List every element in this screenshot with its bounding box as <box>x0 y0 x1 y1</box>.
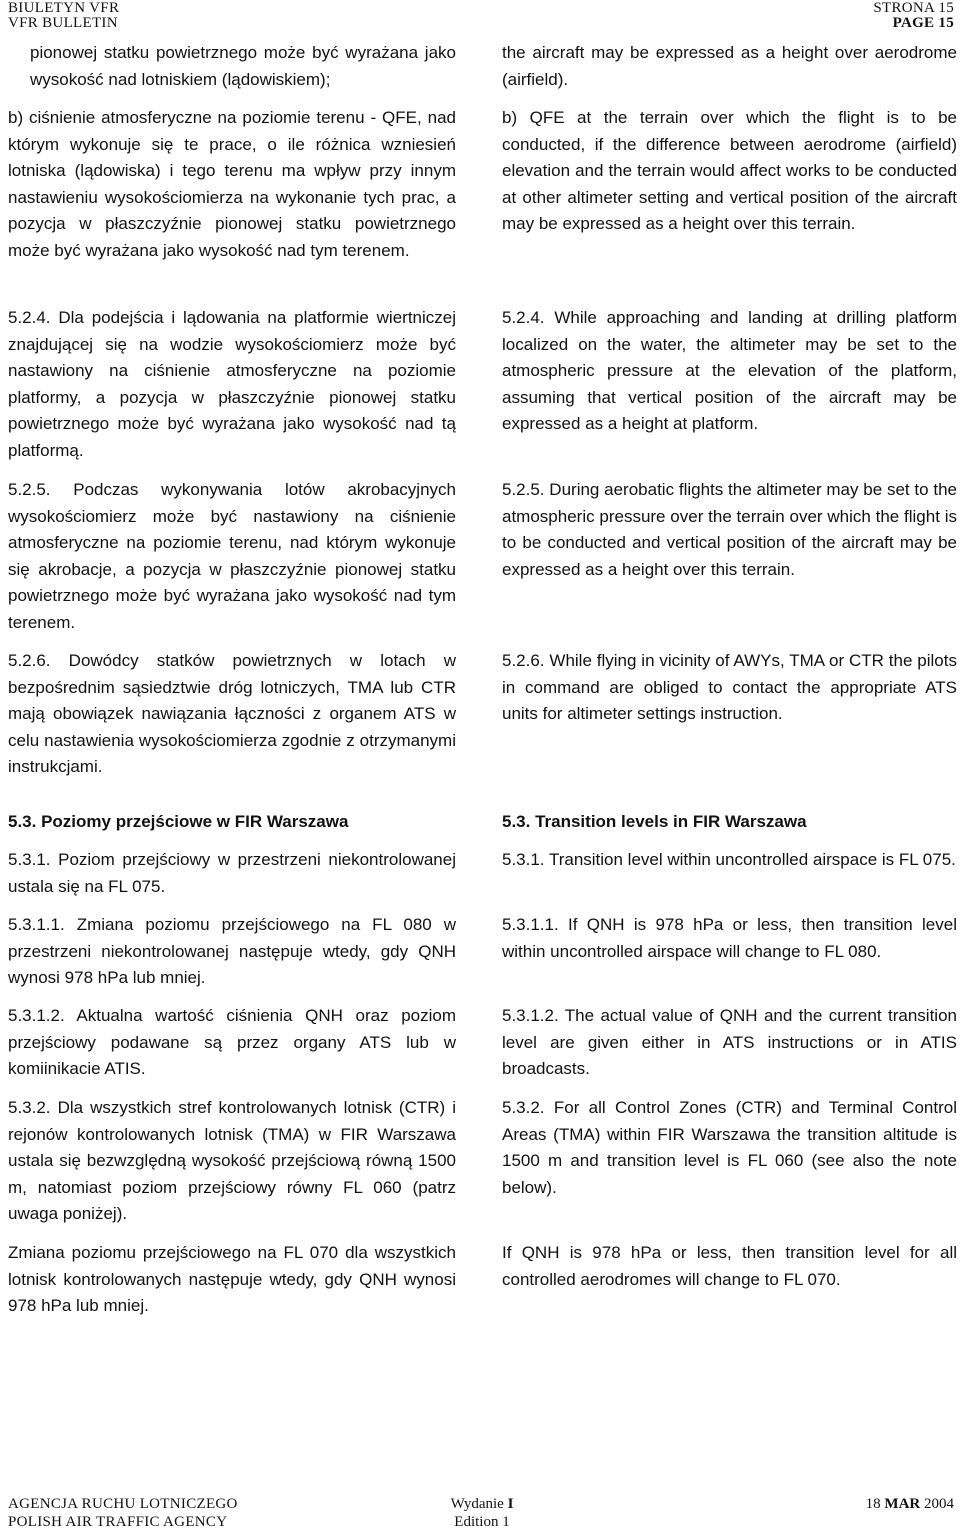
paragraph-pl-5-3-1-2: 5.3.1.2. Aktualna wartość ciśnienia QNH oraz poziom przejściowy podawane są przez organy ATS lub w komiinikacie ATIS. <box>8 1006 456 1078</box>
bulletin-title-pl: BIULETYN VFR <box>8 0 120 16</box>
date-month: MAR <box>884 1496 921 1512</box>
footer-edition <box>422 1495 542 1531</box>
edition-pl <box>422 1495 542 1513</box>
date-day: 18 <box>865 1496 881 1512</box>
paragraph-en-5-3-2: 5.3.2. For all Control Zones (CTR) and Terminal Control Areas (TMA) within FIR Warszawa the transition altitude is 1500 m and transition level is FL 060 (see also the note below). <box>502 1098 957 1197</box>
paragraph-en-5-2-5: 5.2.5. During aerobatic flights the altimeter may be set to the atmospheric pressure over the terrain over which the flight is to be conducted and vertical position of the aircraft may be expressed as a height over this terrain. <box>502 480 957 579</box>
page-label-en: PAGE 15 <box>892 15 954 31</box>
section-heading-pl-5-3: 5.3. Poziomy przejściowe w FIR Warszawa <box>8 812 349 831</box>
paragraph-en-1: the aircraft may be expressed as a height over aerodrome (airfield). <box>502 43 957 89</box>
paragraph-en-5-3-1: 5.3.1. Transition level within uncontrolled airspace is FL 075. <box>502 850 956 869</box>
paragraph-en-5-3-1-2: 5.3.1.2. The actual value of QNH and the current transition level are given either in ATS instructions or in ATIS broadcasts. <box>502 1006 957 1078</box>
paragraph-pl-5-2-6: 5.2.6. Dowódcy statków powietrznych w lotach w bezpośrednim sąsiedztwie dróg lotniczych, TMA lub CTR mają obowiązek nawiązania łączności z organem ATS w celu nastawienia wysokościomierza zgodnie z otrzymanymi instrukcjami. <box>8 651 456 776</box>
paragraph-pl-5-2-4: 5.2.4. Dla podejścia i lądowania na platformie wiertniczej znajdującej się na wodzie wysokościomierz może być nastawiony na ciśnienie atmosferyczne na poziomie platformy, a pozycja w płaszczyźnie pionowej statku powietrznego może być wyrażana jako wysokość nad tą platformą. <box>8 308 456 460</box>
paragraph-pl-1: pionowej statku powietrznego może być wyrażana jako wysokość nad lotniskiem (lądowiskiem); <box>30 43 456 89</box>
header-left <box>8 1 119 31</box>
paragraph-en-b: b) QFE at the terrain over which the flight is to be conducted, if the difference between aerodrome (airfield) elevation and the terrain would affect works to be conducted at other altimeter setting and vertical position of the aircraft may be expressed as a height over this terrain. <box>502 108 957 233</box>
paragraph-pl-note: Zmiana poziomu przejściowego na FL 070 dla wszystkich lotnisk kontrolowanych następuje wtedy, gdy QNH wynosi 978 hPa lub mniej. <box>8 1243 456 1315</box>
paragraph-en-note: If QNH is 978 hPa or less, then transition level for all controlled aerodromes will change to FL 070. <box>502 1243 957 1289</box>
bulletin-title-en: VFR BULLETIN <box>8 15 118 31</box>
footer-agency <box>8 1495 238 1531</box>
paragraph-en-5-3-1-1: 5.3.1.1. If QNH is 978 hPa or less, then transition level within uncontrolled airspace will change to FL 080. <box>502 915 957 961</box>
footer-date <box>866 1495 954 1513</box>
agency-name-en: POLISH AIR TRAFFIC AGENCY <box>8 1514 228 1530</box>
paragraph-pl-5-3-1-1: 5.3.1.1. Zmiana poziomu przejściowego na FL 080 w przestrzeni niekontrolowanej następuje wtedy, gdy QNH wynosi 978 hPa lub mniej. <box>8 915 456 987</box>
edition-pl-value: I <box>507 1496 514 1512</box>
date-year: 2004 <box>924 1496 954 1512</box>
edition-en: Edition 1 <box>454 1514 510 1530</box>
agency-name-pl: AGENCJA RUCHU LOTNICZEGO <box>8 1496 238 1512</box>
page-label-pl: STRONA 15 <box>873 0 954 16</box>
edition-pl-label: Wydanie <box>450 1496 504 1512</box>
paragraph-pl-b: b) ciśnienie atmosferyczne na poziomie terenu - QFE, nad którym wykonuje się te prace, o ile różnica wzniesień lotniska (lądowiska) i tego terenu ma wpływ przy innym nastawieniu wysokościomierza na wykonanie tych prac, a pozycja w płaszczyźnie pionowej statku powietrznego może być wyrażana jako wysokość nad tym terenem. <box>8 108 456 260</box>
header-right <box>873 1 954 31</box>
paragraph-en-5-2-4: 5.2.4. While approaching and landing at drilling platform localized on the water, the altimeter may be set to the atmospheric pressure at the elevation of the platform, assuming that vertical position of the aircraft may be expressed as a height at platform. <box>502 308 957 433</box>
paragraph-pl-5-3-1: 5.3.1. Poziom przejściowy w przestrzeni niekontrolowanej ustala się na FL 075. <box>8 850 456 896</box>
paragraph-pl-5-3-2: 5.3.2. Dla wszystkich stref kontrolowanych lotnisk (CTR) i rejonów kontrolowanych lotnisk (TMA) w FIR Warszawa ustala się bezwzględną wysokość przejściową równą 1500 m, natomiast poziom przejściowy równy FL 060 (patrz uwaga poniżej). <box>8 1098 456 1223</box>
section-heading-en-5-3: 5.3. Transition levels in FIR Warszawa <box>502 812 807 831</box>
paragraph-pl-5-2-5: 5.2.5. Podczas wykonywania lotów akrobacyjnych wysokościomierz może być nastawiony na ciśnienie atmosferyczne na poziomie terenu, nad którym wykonuje się akrobacje, a pozycja w płaszczyźnie pionowej statku powietrznego może być wyrażana jako wysokość nad tym terenem. <box>8 480 456 632</box>
paragraph-en-5-2-6: 5.2.6. While flying in vicinity of AWYs, TMA or CTR the pilots in command are obliged to contact the appropriate ATS units for altimeter settings instruction. <box>502 651 957 723</box>
